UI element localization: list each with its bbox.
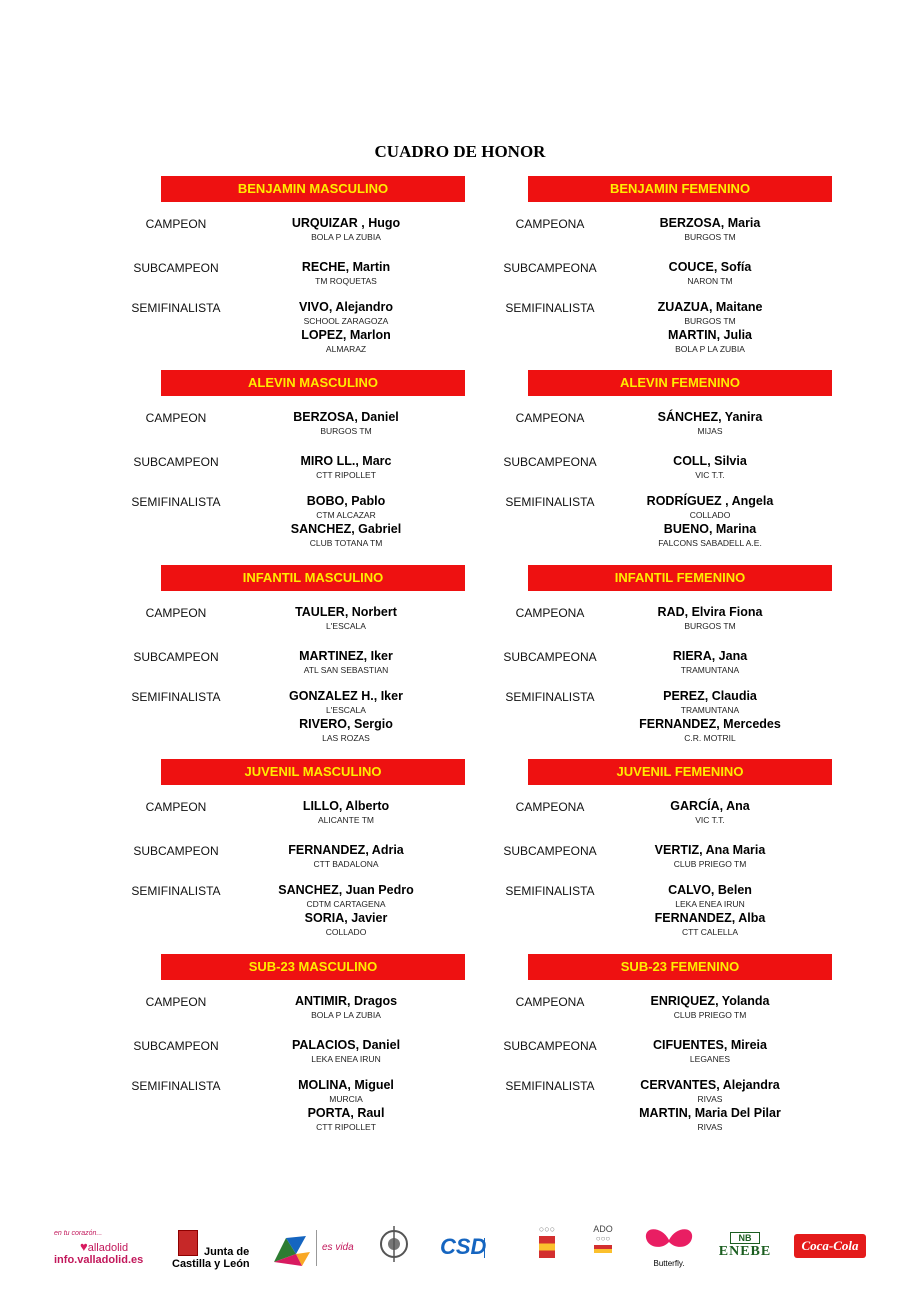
player-name: GONZALEZ H., Iker (289, 689, 403, 703)
runner-up-entry (580, 454, 840, 482)
champion-entry (580, 216, 840, 244)
player-name: RAD, Elvira Fiona (657, 605, 763, 619)
emblem-icon (377, 1224, 411, 1264)
ado-logo: ADO ○○○ (586, 1224, 620, 1274)
player-name: VERTIZ, Ana Maria (654, 843, 766, 857)
heart-icon: ♥ (80, 1239, 88, 1254)
player-name: COUCE, Sofía (668, 260, 752, 274)
semifinalist-label: SEMIFINALISTA (505, 495, 595, 509)
champion-label: CAMPEONA (515, 606, 585, 620)
champion-entry (216, 994, 476, 1022)
enebe-logo: NB ENEBE (718, 1233, 772, 1259)
player-name: BUENO, Marina (663, 522, 757, 536)
player-name: SANCHEZ, Juan Pedro (278, 883, 414, 897)
player-name: RIVERO, Sergio (299, 717, 393, 731)
club-name: BOLA P LA ZUBIA (311, 1010, 381, 1020)
runner-up-entry (216, 843, 476, 871)
runner-up-label: SUBCAMPEON (133, 650, 219, 664)
champion-entry (216, 605, 476, 633)
club-name: COLLADO (689, 510, 731, 520)
category-header: ALEVIN MASCULINO (161, 370, 465, 396)
semifinalists-entry (580, 883, 840, 939)
semifinalists-entry (216, 1078, 476, 1134)
semifinalists-entry (216, 689, 476, 745)
player-name: BERZOSA, Maria (659, 216, 761, 230)
champion-entry (216, 410, 476, 438)
club-name: RIVAS (697, 1122, 723, 1132)
club-name: BOLA P LA ZUBIA (675, 344, 745, 354)
champion-label: CAMPEON (145, 606, 207, 620)
champion-entry (580, 994, 840, 1022)
club-name: LEKA ENEA IRUN (311, 1054, 381, 1064)
player-name: LOPEZ, Marlon (301, 328, 391, 342)
runner-up-entry (216, 454, 476, 482)
castilla-leon-es-vida-logo: es vida (272, 1224, 362, 1274)
champion-entry (580, 410, 840, 438)
runner-up-label: SUBCAMPEONA (503, 650, 597, 664)
champion-label: CAMPEONA (515, 217, 585, 231)
semifinalist-label: SEMIFINALISTA (505, 1079, 595, 1093)
club-name: CTT BADALONA (313, 859, 379, 869)
champion-entry (216, 799, 476, 827)
semifinalist-label: SEMIFINALISTA (131, 690, 221, 704)
runner-up-label: SUBCAMPEONA (503, 1039, 597, 1053)
player-name: MARTINEZ, Iker (299, 649, 393, 663)
club-name: LEGANES (689, 1054, 731, 1064)
semifinalist-label: SEMIFINALISTA (505, 301, 595, 315)
semifinalist-label: SEMIFINALISTA (131, 1079, 221, 1093)
runner-up-entry (216, 649, 476, 677)
player-name: CIFUENTES, Mireia (653, 1038, 767, 1052)
club-name: TRAMUNTANA (680, 705, 740, 715)
club-name: ALICANTE TM (317, 815, 375, 825)
club-name: C.R. MOTRIL (684, 733, 736, 743)
player-name: FERNANDEZ, Mercedes (639, 717, 781, 731)
club-name: CLUB PRIEGO TM (673, 1010, 747, 1020)
federation-emblem-logo (377, 1224, 417, 1274)
semifinalist-label: SEMIFINALISTA (505, 884, 595, 898)
runner-up-label: SUBCAMPEONA (503, 844, 597, 858)
player-name: MARTIN, Maria Del Pilar (639, 1106, 781, 1120)
club-name: BURGOS TM (320, 426, 372, 436)
coca-cola-logo: Coca-Cola (794, 1224, 866, 1274)
club-name: SCHOOL ZARAGOZA (303, 316, 389, 326)
semifinalist-label: SEMIFINALISTA (505, 690, 595, 704)
semifinalists-entry (580, 300, 840, 356)
club-name: TM ROQUETAS (315, 276, 377, 286)
player-name: GARCÍA, Ana (670, 799, 750, 813)
champion-label: CAMPEONA (515, 800, 585, 814)
player-name: LILLO, Alberto (302, 799, 390, 813)
club-name: LEKA ENEA IRUN (675, 899, 745, 909)
club-name: MURCIA (329, 1094, 363, 1104)
butterfly-icon (642, 1224, 696, 1254)
champion-label: CAMPEON (145, 411, 207, 425)
runner-up-label: SUBCAMPEONA (503, 261, 597, 275)
shield-icon (178, 1230, 198, 1256)
club-name: L'ESCALA (326, 705, 366, 715)
champion-label: CAMPEON (145, 995, 207, 1009)
club-name: TRAMUNTANA (680, 665, 740, 675)
runner-up-entry (580, 260, 840, 288)
runner-up-entry (216, 260, 476, 288)
player-name: BERZOSA, Daniel (293, 410, 399, 424)
olympic-rings-icon: ○○○ (595, 1234, 611, 1243)
semifinalist-label: SEMIFINALISTA (131, 301, 221, 315)
olympic-rings-icon: ○○○ (538, 1224, 556, 1234)
category-header: INFANTIL MASCULINO (161, 565, 465, 591)
category-header: SUB-23 MASCULINO (161, 954, 465, 980)
champion-label: CAMPEONA (515, 411, 585, 425)
club-name: CLUB TOTANA TM (309, 538, 383, 548)
player-name: RODRÍGUEZ , Angela (646, 494, 774, 508)
runner-up-label: SUBCAMPEON (133, 261, 219, 275)
semifinalists-entry (580, 689, 840, 745)
category-header: BENJAMIN MASCULINO (161, 176, 465, 202)
club-name: LAS ROZAS (322, 733, 370, 743)
player-name: FERNANDEZ, Alba (654, 911, 766, 925)
category-header: SUB-23 FEMENINO (528, 954, 832, 980)
category-header: JUVENIL MASCULINO (161, 759, 465, 785)
player-name: COLL, Silvia (673, 454, 747, 468)
club-name: COLLADO (325, 927, 367, 937)
player-name: MARTIN, Julia (667, 328, 753, 342)
player-name: SANCHEZ, Gabriel (290, 522, 402, 536)
page-title: CUADRO DE HONOR (374, 142, 546, 161)
player-name: RIERA, Jana (672, 649, 748, 663)
junta-castilla-leon-logo: Junta de Castilla y León (172, 1224, 264, 1274)
semifinalists-entry (216, 300, 476, 356)
semifinalists-entry (216, 883, 476, 939)
club-name: VIC T.T. (695, 815, 725, 825)
valladolid-logo: en tu corazón... ♥alladolid info.valladolid.es (54, 1230, 144, 1266)
runner-up-label: SUBCAMPEONA (503, 455, 597, 469)
champion-label: CAMPEONA (515, 995, 585, 1009)
category-header: INFANTIL FEMENINO (528, 565, 832, 591)
player-name: MIRO LL., Marc (300, 454, 392, 468)
player-name: ENRIQUEZ, Yolanda (650, 994, 770, 1008)
runner-up-entry (216, 1038, 476, 1066)
csd-logo: CSD (440, 1224, 515, 1274)
runner-up-label: SUBCAMPEON (133, 1039, 219, 1053)
runner-up-entry (580, 843, 840, 871)
player-name: VIVO, Alejandro (298, 300, 393, 314)
category-header: JUVENIL FEMENINO (528, 759, 832, 785)
runner-up-entry (580, 1038, 840, 1066)
player-name: PALACIOS, Daniel (291, 1038, 401, 1052)
semifinalist-label: SEMIFINALISTA (131, 495, 221, 509)
runner-up-label: SUBCAMPEON (133, 455, 219, 469)
semifinalists-entry (580, 494, 840, 550)
player-name: RECHE, Martin (301, 260, 391, 274)
category-header: BENJAMIN FEMENINO (528, 176, 832, 202)
club-name: FALCONS SABADELL A.E. (658, 538, 762, 548)
club-name: BURGOS TM (684, 232, 736, 242)
colorful-mark-icon (272, 1232, 312, 1268)
champion-label: CAMPEON (145, 217, 207, 231)
player-name: ANTIMIR, Dragos (294, 994, 398, 1008)
club-name: CTM ALCAZAR (316, 510, 376, 520)
player-name: PEREZ, Claudia (663, 689, 757, 703)
semifinalists-entry (216, 494, 476, 550)
player-name: FERNANDEZ, Adria (288, 843, 404, 857)
club-name: CTT CALELLA (681, 927, 739, 937)
champion-label: CAMPEON (145, 800, 207, 814)
club-name: NARON TM (687, 276, 733, 286)
butterfly-logo: Butterfly. (640, 1224, 698, 1274)
club-name: L'ESCALA (326, 621, 366, 631)
club-name: CLUB PRIEGO TM (673, 859, 747, 869)
player-name: ZUAZUA, Maitane (657, 300, 763, 314)
player-name: PORTA, Raul (307, 1106, 385, 1120)
coe-logo (532, 1224, 562, 1274)
player-name: SÁNCHEZ, Yanira (657, 410, 763, 424)
player-name: TAULER, Norbert (295, 605, 397, 619)
runner-up-entry (580, 649, 840, 677)
champion-entry (216, 216, 476, 244)
club-name: RIVAS (697, 1094, 723, 1104)
player-name: BOBO, Pablo (306, 494, 386, 508)
club-name: CTT RIPOLLET (316, 470, 376, 480)
player-name: URQUIZAR , Hugo (291, 216, 401, 230)
club-name: CTT RIPOLLET (316, 1122, 376, 1132)
player-name: SORIA, Javier (304, 911, 388, 925)
champion-entry (580, 799, 840, 827)
club-name: BOLA P LA ZUBIA (311, 232, 381, 242)
sponsor-logos (52, 1224, 872, 1274)
champion-entry (580, 605, 840, 633)
player-name: CALVO, Belen (668, 883, 752, 897)
semifinalist-label: SEMIFINALISTA (131, 884, 221, 898)
club-name: CDTM CARTAGENA (306, 899, 386, 909)
category-header: ALEVIN FEMENINO (528, 370, 832, 396)
club-name: ALMARAZ (325, 344, 367, 354)
club-name: MIJAS (697, 426, 723, 436)
runner-up-label: SUBCAMPEON (133, 844, 219, 858)
player-name: CERVANTES, Alejandra (640, 1078, 780, 1092)
club-name: ATL SAN SEBASTIAN (303, 665, 389, 675)
club-name: BURGOS TM (684, 316, 736, 326)
player-name: MOLINA, Miguel (298, 1078, 394, 1092)
semifinalists-entry (580, 1078, 840, 1134)
club-name: BURGOS TM (684, 621, 736, 631)
club-name: VIC T.T. (695, 470, 725, 480)
